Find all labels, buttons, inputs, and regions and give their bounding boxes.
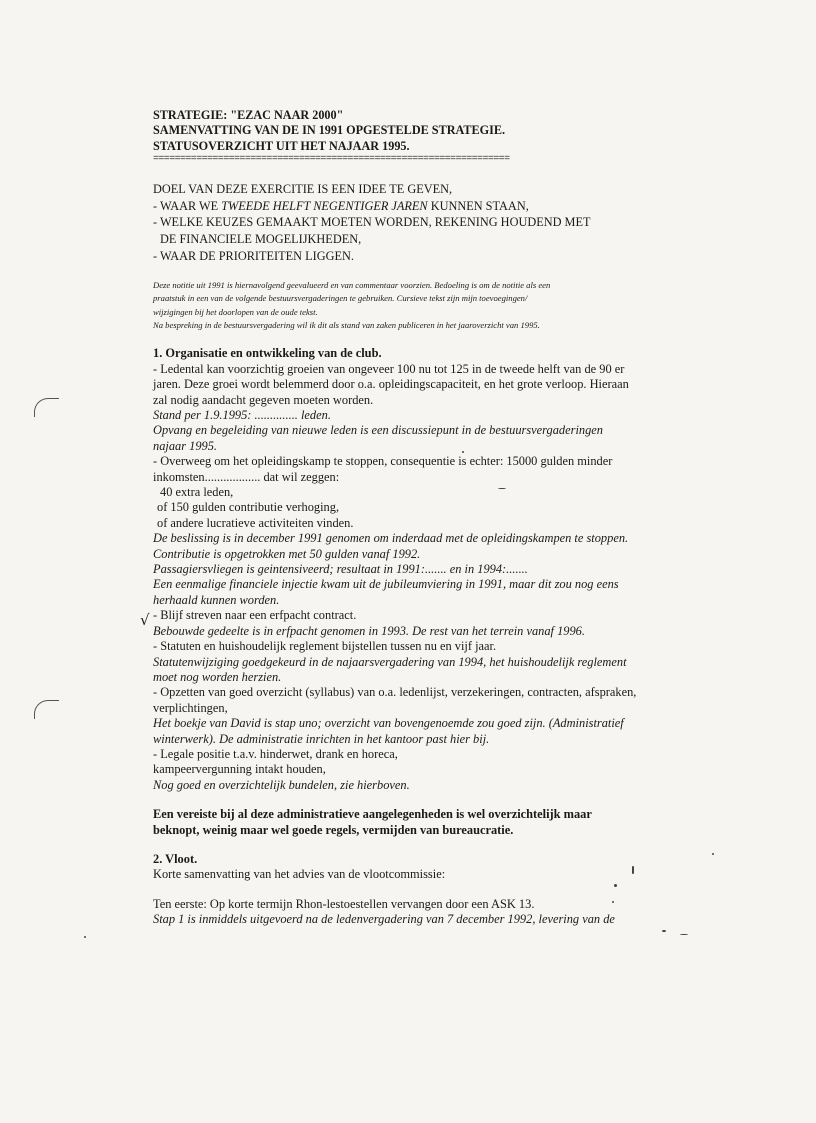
header-title: STRATEGIE: "EZAC NAAR 2000" xyxy=(153,108,344,122)
header-status-line: STATUSOVERZICHT UIT HET NAJAAR 1995. xyxy=(153,138,410,153)
text-line: - Opzetten van goed overzicht (syllabus) van o.a. ledenlijst, verzekeringen, contracten, afspraken, xyxy=(153,685,637,700)
note-line: wijzigingen bij het doorlopen van de oude tekst. xyxy=(153,306,318,317)
comment-line: Stand per 1.9.1995: .............. leden. xyxy=(153,408,331,422)
comment-line: Contributie is opgetrokken met 50 gulden vanaf 1992. xyxy=(153,546,421,561)
purpose-line xyxy=(153,198,673,215)
text-line: of 150 gulden contributie verhoging, xyxy=(157,500,340,515)
editor-note xyxy=(153,279,673,332)
comment-line: Statutenwijziging goedgekeurd in de najaarsvergadering van 1994, het huishoudelijk reglement xyxy=(153,654,627,669)
purpose-text: - WAAR WE xyxy=(153,198,222,213)
section-title: 1. Organisatie en ontwikkeling van de club. xyxy=(153,346,382,361)
text-line: Korte samenvatting van het advies van de vlootcommissie: xyxy=(153,867,446,882)
text-line: jaren. Deze groei wordt belemmerd door o.a. opleidingscapaciteit, en het grote verloop. Hieraan xyxy=(153,377,629,392)
comment-line: Stap 1 is inmiddels uitgevoerd na de ledenvergadering van 7 december 1992, levering van de xyxy=(153,912,615,927)
purpose-text: KUNNEN STAAN, xyxy=(427,198,529,213)
text-line: verplichtingen, xyxy=(153,700,228,715)
document-body xyxy=(153,108,673,928)
purpose-line: - WAAR DE PRIORITEITEN LIGGEN. xyxy=(153,248,354,263)
note-line: Na bespreking in de bestuursvergadering wil ik dit als stand van zaken publiceren in het jaaroverzicht van 1995. xyxy=(153,320,540,331)
purpose-block xyxy=(153,181,673,264)
comment-line: najaar 1995. xyxy=(153,438,218,453)
scan-speck xyxy=(84,936,86,938)
header-rule: ================================================================== xyxy=(153,155,510,166)
text-line: inkomsten.................. dat wil zeggen: xyxy=(153,469,340,484)
purpose-emphasis: TWEEDE HELFT NEGENTIGER JAREN xyxy=(221,198,428,213)
comment-line: Passagiersvliegen is geintensiveerd; resultaat in 1991:....... en in 1994:....... xyxy=(153,562,528,577)
text-line: zal nodig aandacht gegeven moeten worden. xyxy=(153,392,374,407)
comment-line: moet nog worden herzien. xyxy=(153,669,282,684)
comment-line: Nog goed en overzichtelijk bundelen, zie hierboven. xyxy=(153,777,410,792)
note-line: Deze notitie uit 1991 is hiernavolgend geevalueerd en van commentaar voorzien. Bedoeling is om de notitie als een xyxy=(153,280,551,291)
text-line: of andere lucratieve activiteiten vinden. xyxy=(157,515,354,530)
comment-line: Opvang en begeleiding van nieuwe leden is een discussiepunt in de bestuursvergaderingen xyxy=(153,423,603,438)
punch-hole-mark xyxy=(34,398,59,417)
section-fleet xyxy=(153,852,673,928)
text-line: Een vereiste bij al deze administratieve aangelegenheden is wel overzichtelijk maar xyxy=(153,807,592,822)
comment-line: Een eenmalige financiele injectie kwam uit de jubileumviering in 1991, maar dit zou nog eens xyxy=(153,577,619,592)
comment-line: Het boekje van David is stap uno; overzicht van bovengenoemde zou goed zijn. (Administratief xyxy=(153,716,624,731)
section-title: 2. Vloot. xyxy=(153,851,198,866)
text-line: 40 extra leden, xyxy=(160,485,234,500)
purpose-line: DE FINANCIELE MOGELIJKHEDEN, xyxy=(160,232,362,246)
comment-line: Bebouwde gedeelte is in erfpacht genomen in 1993. De rest van het terrein vanaf 1996. xyxy=(153,623,585,638)
text-line: - Blijf streven naar een erfpacht contract. xyxy=(153,608,357,623)
comment-line: herhaald kunnen worden. xyxy=(153,592,280,607)
punch-hole-mark xyxy=(34,700,59,719)
scan-speck xyxy=(680,934,688,935)
purpose-line: - WELKE KEUZES GEMAAKT MOETEN WORDEN, REKENING HOUDEND MET xyxy=(153,215,591,230)
note-line: praatstuk in een van de volgende bestuursvergaderingen te gebruiken. Cursieve tekst zijn mijn toevoegingen/ xyxy=(153,293,528,304)
text-line: kampeervergunning intakt houden, xyxy=(153,762,326,777)
scan-speck xyxy=(712,853,714,855)
header-subtitle: SAMENVATTING VAN DE IN 1991 OPGESTELDE STRATEGIE. xyxy=(153,123,506,138)
purpose-line: DOEL VAN DEZE EXERCITIE IS EEN IDEE TE GEVEN, xyxy=(153,182,453,197)
text-line: Ten eerste: Op korte termijn Rhon-lestoestellen vervangen door een ASK 13. xyxy=(153,896,535,911)
text-line: - Overweeg om het opleidingskamp te stoppen, consequentie is echter: 15000 gulden minder xyxy=(153,454,613,469)
text-line: beknopt, weinig maar wel goede regels, vermijden van bureaucratie. xyxy=(153,822,514,837)
document-header xyxy=(153,108,673,154)
section-organisation xyxy=(153,346,673,793)
requirement-paragraph xyxy=(153,807,673,838)
comment-line: winterwerk). De administratie inrichten in het kantoor past hier bij. xyxy=(153,731,490,746)
text-line: - Statuten en huishoudelijk reglement bijstellen tussen nu en vijf jaar. xyxy=(153,639,497,654)
comment-line: De beslissing is in december 1991 genomen om inderdaad met de opleidingskampen te stoppen. xyxy=(153,531,629,546)
text-line: - Ledental kan voorzichtig groeien van ongeveer 100 nu tot 125 in de tweede helft van de 90 er xyxy=(153,361,625,376)
text-line: - Legale positie t.a.v. hinderwet, drank en horeca, xyxy=(153,746,398,761)
scan-speck xyxy=(662,930,666,932)
checkmark-icon: √ xyxy=(140,611,150,629)
